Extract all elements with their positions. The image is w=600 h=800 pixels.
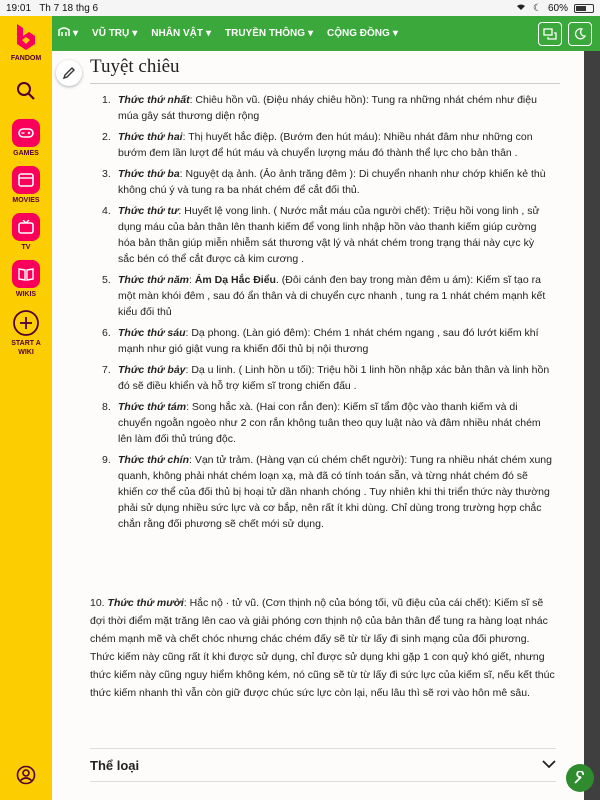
list-item: [90, 129, 552, 161]
battery-percent: 60%: [547, 2, 568, 14]
item-number: 7.: [102, 364, 111, 376]
moon-icon: [574, 28, 586, 40]
categories-title: Thể loại: [90, 757, 140, 773]
moves-list: [90, 92, 552, 537]
user-icon: [16, 765, 36, 790]
list-item: [90, 399, 552, 447]
rail-search[interactable]: [0, 77, 52, 105]
rail-label-tv: TV: [21, 244, 31, 251]
tools-fab-button[interactable]: [566, 764, 594, 792]
nav-item-truyen-thong[interactable]: [225, 28, 313, 39]
rail-item-movies[interactable]: [0, 166, 52, 205]
page-side-gutter: [584, 51, 600, 800]
fandom-rail: [0, 16, 52, 800]
chevron-down-icon: ▾: [392, 28, 398, 39]
discussions-button[interactable]: [538, 22, 562, 46]
move-name: Thức thứ chín: [118, 454, 189, 466]
chevron-down-icon: ▾: [132, 28, 138, 39]
moon-icon: ☾: [533, 2, 542, 14]
rail-label-wikis: WIKIS: [15, 291, 37, 298]
book-icon: [12, 260, 40, 288]
list-item: [90, 203, 552, 267]
list-item: [90, 92, 552, 124]
status-time: 19:01: [6, 2, 32, 14]
chat-icon: [543, 28, 557, 40]
rail-item-tv[interactable]: [0, 213, 52, 252]
status-left: [6, 3, 515, 14]
move-desc: : Nguyệt dạ ảnh. (Ảo ảnh trăng đêm ): Di chuyển nhanh như chớp khiến kẻ thù không chú ý và tung ra ba nhát chém để cắt đối thủ.: [118, 168, 546, 196]
nav-label: CỘNG ĐỒNG: [327, 28, 390, 39]
rail-label-start-wiki: START A WIKI: [11, 340, 41, 356]
wiki-glyph-icon: [58, 27, 70, 40]
item-number: 4.: [102, 205, 111, 217]
nav-tools: [538, 22, 600, 46]
item-number: 2.: [102, 131, 111, 143]
film-icon: [12, 166, 40, 194]
edit-button[interactable]: [56, 60, 82, 86]
search-icon: [12, 77, 40, 105]
chevron-down-icon: [542, 756, 556, 774]
section-divider: [90, 83, 560, 84]
move-desc: : Dạ phong. (Làn gió đêm): Chém 1 nhát chém ngang , sau đó lướt kiếm khí mạnh như gió giật vung ra khiến đối thủ bị nội thương: [118, 327, 539, 355]
plus-circle-icon: [12, 309, 40, 337]
rail-label-movies: MOVIES: [12, 197, 40, 204]
theme-toggle-button[interactable]: [568, 22, 592, 46]
tv-icon: [12, 213, 40, 241]
move-name: Thức thứ ba: [118, 168, 180, 180]
nav-label: TRUYỀN THÔNG: [225, 28, 305, 39]
section-title: Tuyệt chiêu: [90, 56, 180, 77]
move-name: Thức thứ tám: [118, 401, 187, 413]
rail-item-games[interactable]: [0, 119, 52, 158]
wifi-icon: [515, 2, 527, 14]
categories-collapsible[interactable]: [90, 748, 556, 782]
move-10-paragraph: [90, 594, 556, 702]
item-number: 6.: [102, 327, 111, 339]
status-right: [515, 2, 594, 14]
fandom-logo-icon: [13, 22, 39, 52]
nav-label: VŨ TRỤ: [92, 28, 130, 39]
move-desc: : Chiêu hồn vũ. (Điệu nháy chiêu hồn): Tung ra những nhát chém như điệu múa gây sát thương diện rộng: [118, 94, 537, 122]
top-nav: [52, 16, 600, 51]
move-desc: . (Đôi cánh đen bay trong màn đêm u ám): Kiếm sĩ tạo ra một màn khói đêm , sau đó ẩn thân và di chuyển cực nhanh , tung ra 1 nhát chém mạnh kết kiểu đối thủ: [118, 274, 546, 318]
nav-item-vu-tru[interactable]: [92, 28, 137, 39]
gamepad-icon: [12, 119, 40, 147]
move-desc: : Hắc nộ · tử vũ. (Cơn thịnh nộ của bóng tối, vũ điệu của cái chết): Kiếm sĩ sẽ đợi thời điểm mặt trăng lên cao và giải phóng cơn thịnh nộ của bản thân để tung ra hàng loạt nhác chém mạnh mẽ và chết chóc nhưng chác chém đấy sẽ từ từ lấy đi sinh mạng của đối phương. Thức kiếm này cũng rất ít khi được sử dụng, chỉ được sử dụng khi gặp 1 con quỷ khó giết, nhưng thức kiếm này cũng nguy hiểm không kém, nó cũng sẽ từ từ lấy đi sức lực của kiếm sĩ, nếu kết thúc thức kiếm nhanh thì vẫn còn giữ được chúc sức lực còn lại, nếu lâu thì sẽ rơi vào hôn mê sâu.: [90, 597, 555, 699]
fandom-brand-label: FANDOM: [10, 55, 42, 62]
item-number: 10.: [90, 597, 105, 609]
move-name: Thức thứ tư: [118, 205, 179, 217]
item-number: 1.: [102, 94, 111, 106]
list-item: 5. Thức thứ năm: Ám Dạ Hắc Điểu. (Đôi cánh đen bay trong màn đêm u ám): Kiếm sĩ tạo ra một màn khói đêm , sau đó ẩn thân và di chuyển cực nhanh , tung ra 1 nhát chém mạnh kết kiểu đối thủ: [102, 274, 546, 318]
rail-account[interactable]: [0, 765, 52, 790]
rail-label-games: GAMES: [13, 150, 39, 157]
nav-wiki-menu[interactable]: [58, 27, 78, 40]
list-item: [90, 452, 552, 532]
move-name: Thức thứ hai: [118, 131, 183, 143]
item-number: 9.: [102, 454, 111, 466]
move-desc: : Song hắc xà. (Hai con rắn đen): Kiếm sĩ tẩm độc vào thanh kiếm và di chuyển ngoằn ngoèo như 2 con rắn không tuân theo quy luật nào và đâm nhiều nhát chém lên làm đối thủ trúng độc.: [118, 401, 541, 445]
move-name: Thức thứ năm: [118, 274, 189, 286]
battery-fill: [576, 6, 586, 11]
nav-item-cong-dong[interactable]: [327, 28, 398, 39]
list-item: [90, 362, 552, 394]
chevron-down-icon: ▾: [73, 28, 79, 39]
fandom-logo[interactable]: [0, 22, 52, 63]
item-number: 8.: [102, 401, 111, 413]
move-name: Thức thứ mười: [107, 597, 184, 609]
list-item: [90, 166, 552, 198]
item-number: 5.: [102, 274, 111, 286]
rail-item-wikis[interactable]: [0, 260, 52, 299]
nav-label: NHÂN VẬT: [151, 28, 203, 39]
move-alt-name: Ám Dạ Hắc Điểu: [194, 274, 276, 286]
chevron-down-icon: ▾: [308, 28, 314, 39]
move-name: Thức thứ bảy: [118, 364, 186, 376]
move-desc: : Huyết lệ vong linh. ( Nước mắt máu của người chết): Triệu hồi vong linh , sử dụng máu của bản thân lên thanh kiếm để vong linh nhập hồn vào thanh kiếm giúp cường hóa bản thân giúp miễn nhiễm sát thương vật lý và nhát chém trong trạng thái này cực kỳ sắc bén có thể cắt được cả kim cương .: [118, 205, 540, 265]
battery-icon: [574, 4, 594, 13]
list-item: [90, 325, 552, 357]
chevron-down-icon: ▾: [205, 28, 211, 39]
item-number: 3.: [102, 168, 111, 180]
move-desc: : Thị huyết hắc điệp. (Bướm đen hút máu): Nhiều nhát đâm như những con bướm đem lần lượt để hút máu và chuyển lượng máu đó thành thể lực cho bản thân .: [118, 131, 533, 159]
move-name: Thức thứ nhất: [118, 94, 190, 106]
status-bar: [0, 0, 600, 16]
rail-item-start-wiki[interactable]: [0, 309, 52, 357]
move-desc: : Vạn tử trảm. (Hàng vạn cú chém chết người): Tung ra nhiều nhát chém xung quanh, không phải nhát chém loạn xạ, mà đã có tính toán sẵn, và từng nhát chém đó sẽ khiến cơ thể của đối thủ bị hoại tử dần nhanh chóng . Tuy nhiên khi thi triển thức này thường phải sử dụng nhiều sức lực và cơ bắp, nên rất ít khi dùng. Chỉ dùng trong trường hợp chắc chắn rằng đối phương sẽ chết mới sử dụng.: [118, 454, 552, 530]
nav-item-nhan-vat[interactable]: [151, 28, 211, 39]
wrench-icon: [573, 771, 587, 785]
move-desc: : Dạ u linh. ( Linh hồn u tối): Triệu hồi 1 linh hồn nhập xác bản thân và linh hồn đó sẽ điều khiển và hỗ trợ kiếm sĩ trong chiến đấu .: [118, 364, 550, 392]
pencil-icon: [62, 66, 76, 80]
move-name: Thức thứ sáu: [118, 327, 186, 339]
status-date: Th 7 18 thg 6: [39, 2, 99, 14]
